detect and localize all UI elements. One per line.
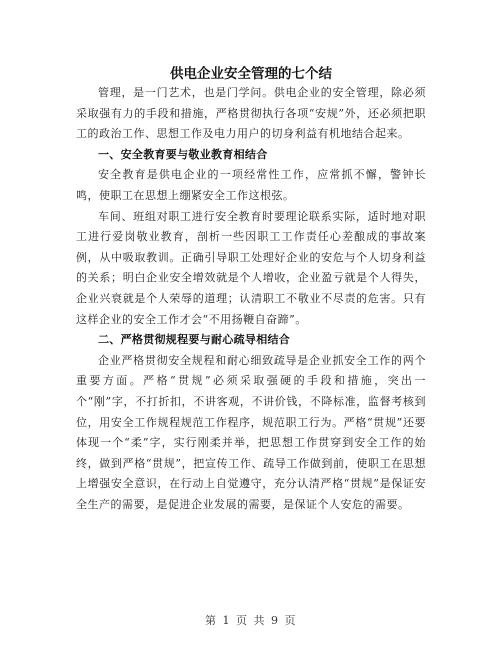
paragraph-intro: 管理，是一门艺术，也是门学问。供电企业的安全管理，除必须采取强有力的手段和措施，严格贯彻执行各项“安规”外，还必须把职工的政治工作、思想工作及电力用户的切身利益有机地结合起来。 [76, 86, 426, 141]
document-body [76, 83, 426, 515]
paragraph-2: 车间、班组对职工进行安全教育时要理论联系实际，适时地对职工进行爱岗敬业教育，剖析一些因职工工作责任心差酿成的事故案例，从中吸取教训。正确引导职工处理好企业的安危与个人切身利益的关系；明白企业安全增效就是个人增收，企业盈亏就是个人得失，企业兴衰就是个人荣辱的道理；认清职工不敬业不尽责的危害。只有这样企业的安全工作才会“不用扬鞭自奋蹄”。 [76, 209, 426, 326]
document-title: 供电企业安全管理的七个结 [170, 66, 332, 82]
paragraph-1: 安全教育是供电企业的一项经常性工作，应常抓不懈，警钟长鸣，使职工在思想上绷紧安全工作这根弦。 [76, 168, 426, 202]
section-heading-2: 二、严格贯彻规程要与耐心疏导相结合 [98, 333, 291, 347]
paragraph-3: 企业严格贯彻安全规程和耐心细致疏导是企业抓安全工作的两个重要方面。严格“贯规”必须采取强硬的手段和措施，突出一个“刚”字，不打折扣，不讲客观，不讲价钱，不降标准，监督考核到位，用安全工作规程规范工作程序，规范职工行为。严格“贯规”还要体现一个“柔”字，实行刚柔并举，把思想工作贯穿到安全工作的始终，做到严格“贯规”，把宣传工作、疏导工作做到前，使职工在思想上增强安全意识，在行动上自觉遵守，充分认清严格“贯规”是保证安全生产的需要，是促进企业发展的需要，是保证个人安危的需要。 [76, 353, 426, 511]
page-footer: 第 1 页 共 9 页 [205, 614, 297, 627]
section-heading-1: 一、安全教育要与敬业教育相结合 [98, 147, 268, 161]
